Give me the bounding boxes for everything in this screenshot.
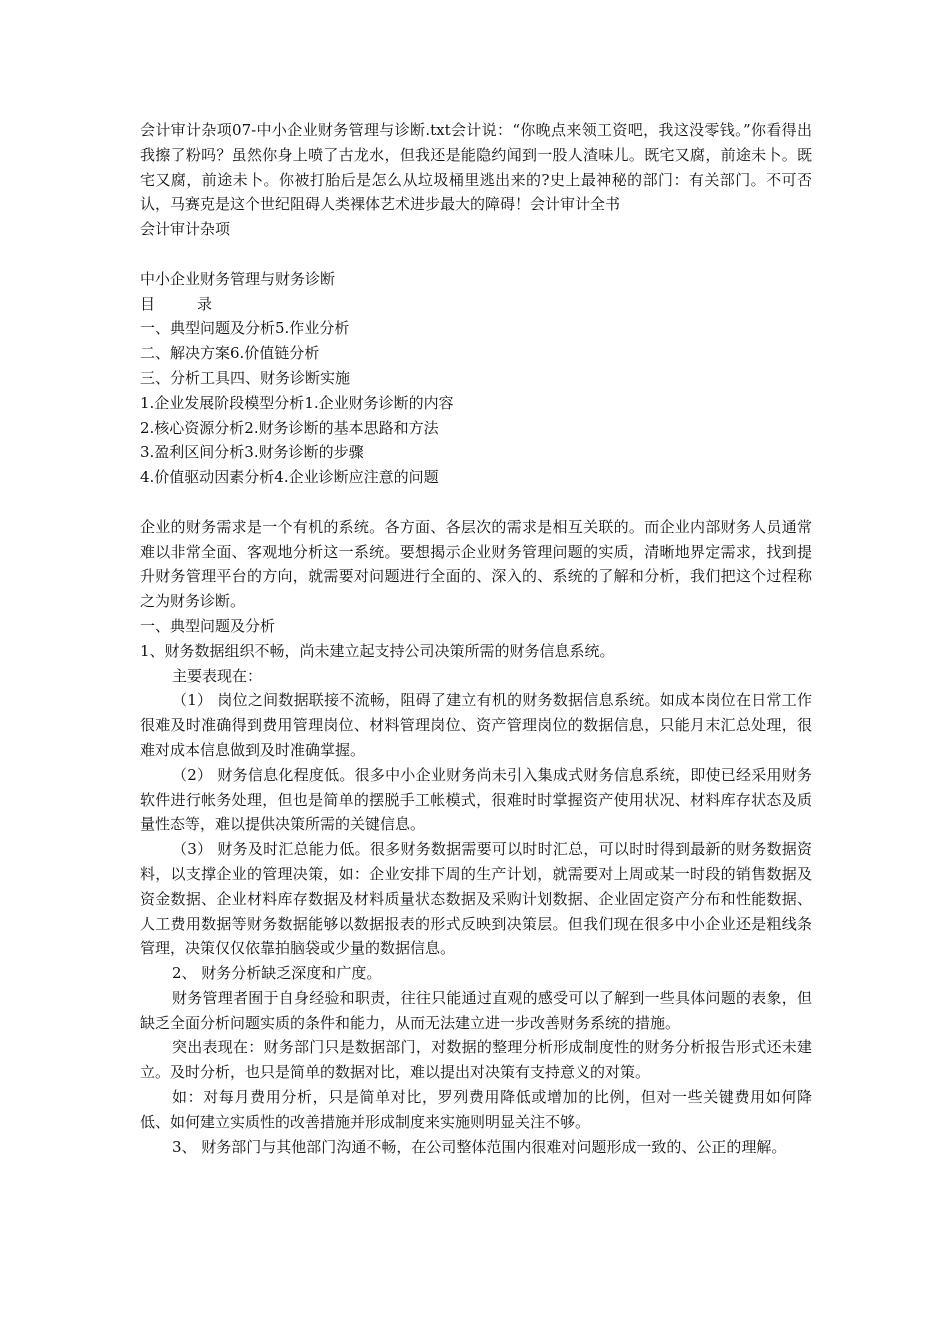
spacer	[140, 490, 812, 515]
category-label: 会计审计杂项	[140, 220, 231, 239]
item-heading: 2、 财务分析缺乏深度和广度。	[172, 964, 382, 983]
toc-line: 一、典型问题及分析5.作业分析	[140, 319, 350, 338]
section-heading: 一、典型问题及分析	[140, 616, 276, 635]
toc-line: 1.企业发展阶段模型分析1.企业财务诊断的内容	[140, 393, 454, 412]
body-paragraph: （1） 岗位之间数据联接不流畅，阻碍了建立有机的财务数据信息系统。如成本岗位在日常工作很难及时准确得到费用管理岗位、材料管理岗位、资产管理岗位的数据信息，只能月末汇总处理，很难对成本信息做到及时准确掌握。	[140, 691, 812, 759]
body-intro: 企业的财务需求是一个有机的系统。各方面、各层次的需求是相互关联的。而企业内部财务人员通常难以非常全面、客观地分析这一系统。要想揭示企业财务管理问题的实质，清晰地界定需求，找到提升财务管理平台的方向，就需要对问题进行全面的、深入的、系统的了解和分析，我们把这个过程称之为财务诊断。	[140, 517, 812, 611]
toc-line: 4.价值驱动因素分析4.企业诊断应注意的问题	[140, 468, 439, 487]
body-paragraph: 如：对每月费用分析，只是简单对比，罗列费用降低或增加的比例，但对一些关键费用如何降低、如何建立实质性的改善措施并形成制度来实施则明显关注不够。	[140, 1088, 812, 1131]
item-subheading: 主要表现在：	[172, 666, 263, 685]
spacer	[140, 242, 812, 267]
body-paragraph: （3） 财务及时汇总能力低。很多财务数据需要可以时时汇总，可以时时得到最新的财务数据资料，以支撑企业的管理决策，如：企业安排下周的生产计划，就需要对上周或某一时段的销售数据及资金数据、企业材料库存数据及材料质量状态数据及采购计划数据、企业固定资产分布和性能数据、人工费用数据等财务数据能够以数据报表的形式反映到决策层。但我们现在很多中小企业还是粗线条管理，决策仅仅依靠拍脑袋或少量的数据信息。	[140, 840, 812, 958]
toc-label-right: 录	[197, 294, 213, 313]
toc-line: 三、分析工具四、财务诊断实施	[140, 368, 351, 387]
body-paragraph: 突出表现在：财务部门只是数据部门，对数据的整理分析形成制度性的财务分析报告形式还未建立。及时分析，也只是简单的数据对比，难以提出对决策有支持意义的对策。	[140, 1038, 812, 1082]
item-heading: 1、财务数据组织不畅，尚未建立起支持公司决策所需的财务信息系统。	[140, 641, 615, 660]
body-paragraph: （2） 财务信息化程度低。很多中小企业财务尚未引入集成式财务信息系统，即使已经采用财务软件进行帐务处理，但也是简单的摆脱手工帐模式，很难时时掌握资产使用状况、材料库存状态及质量性态等，难以提供决策所需的关键信息。	[140, 765, 812, 834]
document-page	[140, 118, 812, 1159]
toc-label-left: 目	[140, 294, 156, 313]
toc-line: 2.核心资源分析2.财务诊断的基本思路和方法	[140, 418, 439, 437]
document-title: 中小企业财务管理与财务诊断	[140, 269, 336, 288]
item-heading: 3、 财务部门与其他部门沟通不畅，在公司整体范围内很难对问题形成一致的、公正的理解。	[172, 1137, 787, 1156]
toc-line: 3.盈利区间分析3.财务诊断的步骤	[140, 443, 364, 462]
toc-line: 二、解决方案6.价值链分析	[140, 344, 320, 363]
toc-heading	[140, 292, 812, 317]
intro-paragraph: 会计审计杂项07-中小企业财务管理与诊断.txt会计说：“你晚点来领工资吧，我这没零钱。”你看得出我擦了粉吗？虽然你身上喷了古龙水，但我还是能隐约闻到一股人渣味儿。既宅又腐，前途未卜。既宅又腐，前途未卜。你被打胎后是怎么从垃圾桶里逃出来的?史上最神秘的部门：有关部门。不可否认，马赛克是这个世纪阻碍人类裸体艺术进步最大的障碍！会计审计全书	[140, 121, 812, 214]
body-paragraph: 财务管理者囿于自身经验和职责，往往只能通过直观的感受可以了解到一些具体问题的表象，但缺乏全面分析问题实质的条件和能力，从而无法建立进一步改善财务系统的措施。	[140, 988, 812, 1032]
